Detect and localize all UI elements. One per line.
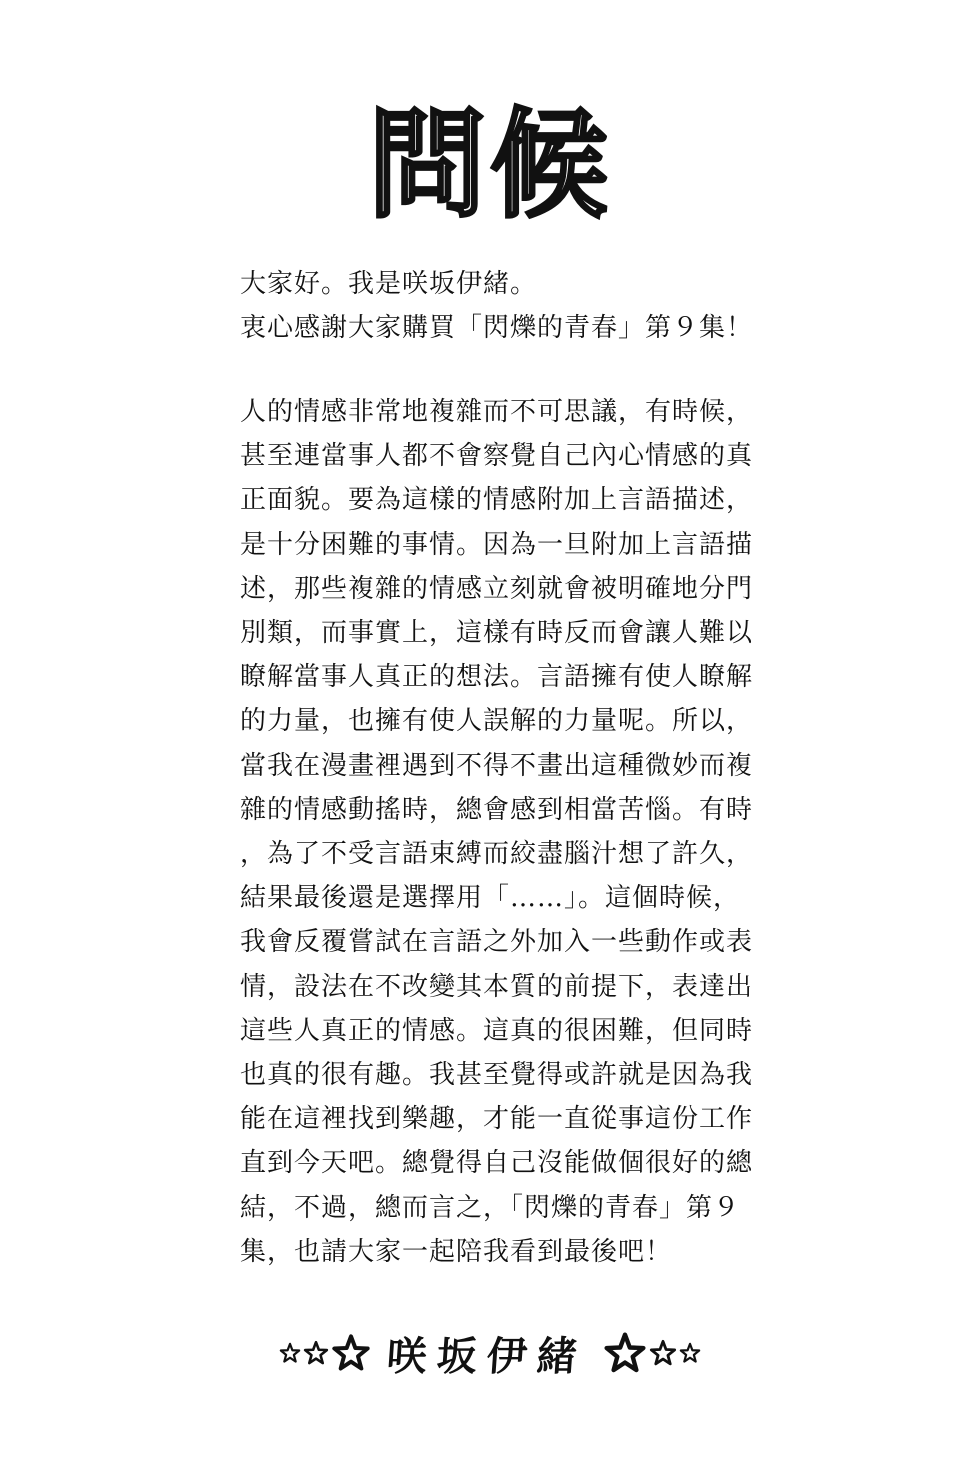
body-text <box>240 390 770 1274</box>
body-line: 述，那些複雜的情感立刻就會被明確地分門 <box>240 573 754 604</box>
page-title: 問候 <box>367 96 612 234</box>
body-line: 結果最後還是選擇用「……」。這個時候， <box>240 883 741 914</box>
left-stars <box>279 1333 371 1373</box>
signature-name: 咲坂伊緒 <box>385 1333 589 1380</box>
body-line: ，為了不受言語束縛而絞盡腦汁想了許久， <box>240 839 754 870</box>
body-line: 直到今天吧。總覺得自己沒能做個很好的總 <box>240 1148 754 1179</box>
body-line: 結，不過，總而言之，「閃爍的青春」第９ <box>240 1192 741 1223</box>
body-line: 別類，而事實上，這樣有時反而會讓人難以 <box>240 618 754 649</box>
body-line: 瞭解當事人真正的想法。言語擁有使人瞭解 <box>240 662 754 693</box>
body-line: 我會反覆嘗試在言語之外加入一些動作或表 <box>240 927 754 958</box>
star-outline-icon <box>649 1339 677 1367</box>
body-line: 正面貌。要為這樣的情感附加上言語描述， <box>240 485 754 516</box>
body-line: 這些人真正的情感。這真的很困難，但同時 <box>240 1015 754 1046</box>
body-line: 也真的很有趣。我甚至覺得或許就是因為我 <box>240 1060 754 1091</box>
body-line: 甚至連當事人都不會察覺自己內心情感的真 <box>240 441 754 472</box>
star-outline-icon <box>279 1342 301 1364</box>
star-outline-icon <box>603 1331 647 1375</box>
star-outline-icon <box>679 1342 701 1364</box>
right-stars <box>603 1331 701 1375</box>
star-outline-icon <box>331 1333 371 1373</box>
signature <box>0 1318 980 1388</box>
body-line: 人的情感非常地複雜而不可思議，有時候， <box>240 397 754 427</box>
body-line: 集，也請大家一起陪我看到最後吧！ <box>240 1236 673 1267</box>
body-line: 情，設法在不改變其本質的前提下，表達出 <box>240 971 754 1002</box>
body-line: 的力量，也擁有使人誤解的力量呢。所以， <box>240 706 754 737</box>
star-outline-icon <box>303 1340 329 1366</box>
body-line: 是十分困難的事情。因為一旦附加上言語描 <box>240 529 754 560</box>
body-line: 雜的情感動搖時，總會感到相當苦惱。有時 <box>240 794 754 825</box>
greeting-line: 大家好。我是咲坂伊緒。 <box>240 269 538 299</box>
body-line: 當我在漫畫裡遇到不得不畫出這種微妙而複 <box>240 750 754 781</box>
greeting-line: 衷心感謝大家購買「閃爍的青春」第９集！ <box>240 313 754 343</box>
body-line: 能在這裡找到樂趣，才能一直從事這份工作 <box>240 1104 754 1135</box>
greeting-block <box>240 262 770 350</box>
